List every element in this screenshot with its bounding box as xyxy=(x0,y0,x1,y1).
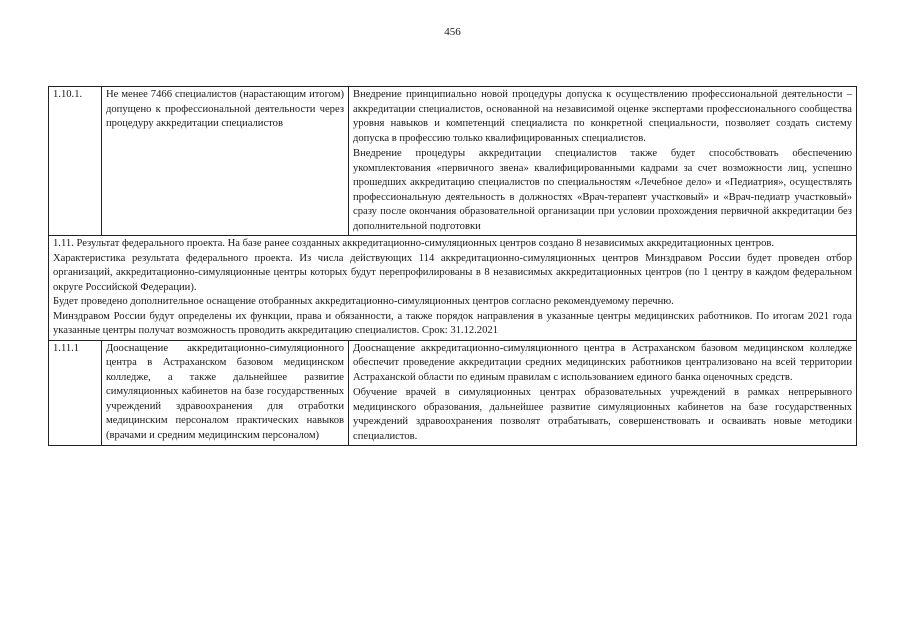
row-description: Не менее 7466 специалистов (нарастающим итогом) допущено к профессиональной деятельности через процедуру аккредитации специалистов xyxy=(102,87,349,236)
paragraph: Будет проведено дополнительное оснащение отобранных аккредитационно-симуляционных центров согласно рекомендуемому перечню. xyxy=(53,296,674,307)
paragraph: Обучение врачей в симуляционных центрах образовательных учреждений в рамках непрерывного медицинского образования, дальнейшее развитие симуляционных кабинетов на базе государственных учреждений здравоохранения позволят отрабатывать, совершенствовать и осваивать новые методики специалистов. xyxy=(353,387,852,442)
paragraph: 1.11. Результат федерального проекта. На базе ранее созданных аккредитационно-симуляционных центров создано 8 независимых аккредитационных центров. xyxy=(53,238,775,249)
table-row-1-11-1 xyxy=(49,340,857,446)
paragraph: Характеристика результата федерального проекта. Из числа действующих 114 аккредитационно-симуляционных центров Минздравом России будет проведен отбор организаций, аккредитационно-симуляционные центры которых будут перепрофилированы в 8 независимых аккредитационных центров (по 1 центру в каждом федеральном округе Российской Федерации). xyxy=(53,252,852,293)
table-row-section-1-11 xyxy=(49,236,857,341)
row-description: Дооснащение аккредитационно-симуляционного центра в Астраханском базовом медицинском колледже, а также дальнейшее развитие симуляционных кабинетов на базе государственных учреждений здравоохранения для отработки медицинским персоналом практических навыков (врачами и средним медицинским персоналом) xyxy=(102,340,349,446)
table-row-1-10-1 xyxy=(49,87,857,236)
row-number: 1.10.1. xyxy=(49,87,102,236)
row-characteristic xyxy=(349,87,857,236)
paragraph: Внедрение процедуры аккредитации специалистов также будет способствовать обеспечению укомплектования «первичного звена» квалифицированными кадрами за счет возможности лиц, успешно прошедших аккредитацию специалистов по специальностям «Лечебное дело» и «Педиатрия», осуществлять профессиональную деятельность в должностях «Врач-терапевт участковый» и «Врач-педиатр участковый» сразу после окончания образовательной организации при условии прохождения первичной аккредитации без дополнительной подготовки xyxy=(353,148,852,232)
results-table xyxy=(48,86,857,446)
paragraph: Внедрение принципиально новой процедуры допуска к осуществлению профессиональной деятельности – аккредитации специалистов, основанной на независимой оценке экспертами профессионального сообщества уровня навыков и компетенций специалиста по конкретной специальности, позволяет создать систему допуска в профессию только квалифицированных специалистов. xyxy=(353,89,852,144)
page-number: 456 xyxy=(444,26,461,38)
paragraph: Минздравом России будут определены их функции, права и обязанности, а также порядок направления в указанные центры медицинских работников. По итогам 2021 года указанные центры получат возможность проводить аккредитацию специалистов. Срок: 31.12.2021 xyxy=(53,310,852,336)
row-characteristic xyxy=(349,340,857,446)
row-number: 1.11.1 xyxy=(49,340,102,446)
section-result-description xyxy=(49,236,857,341)
paragraph: Дооснащение аккредитационно-симуляционного центра в Астраханском базовом медицинском колледже обеспечит проведение аккредитации средних медицинских работников централизовано на всей территории Астраханской области по единым правилам с использованием единого банка оценочных средств. xyxy=(353,342,852,383)
